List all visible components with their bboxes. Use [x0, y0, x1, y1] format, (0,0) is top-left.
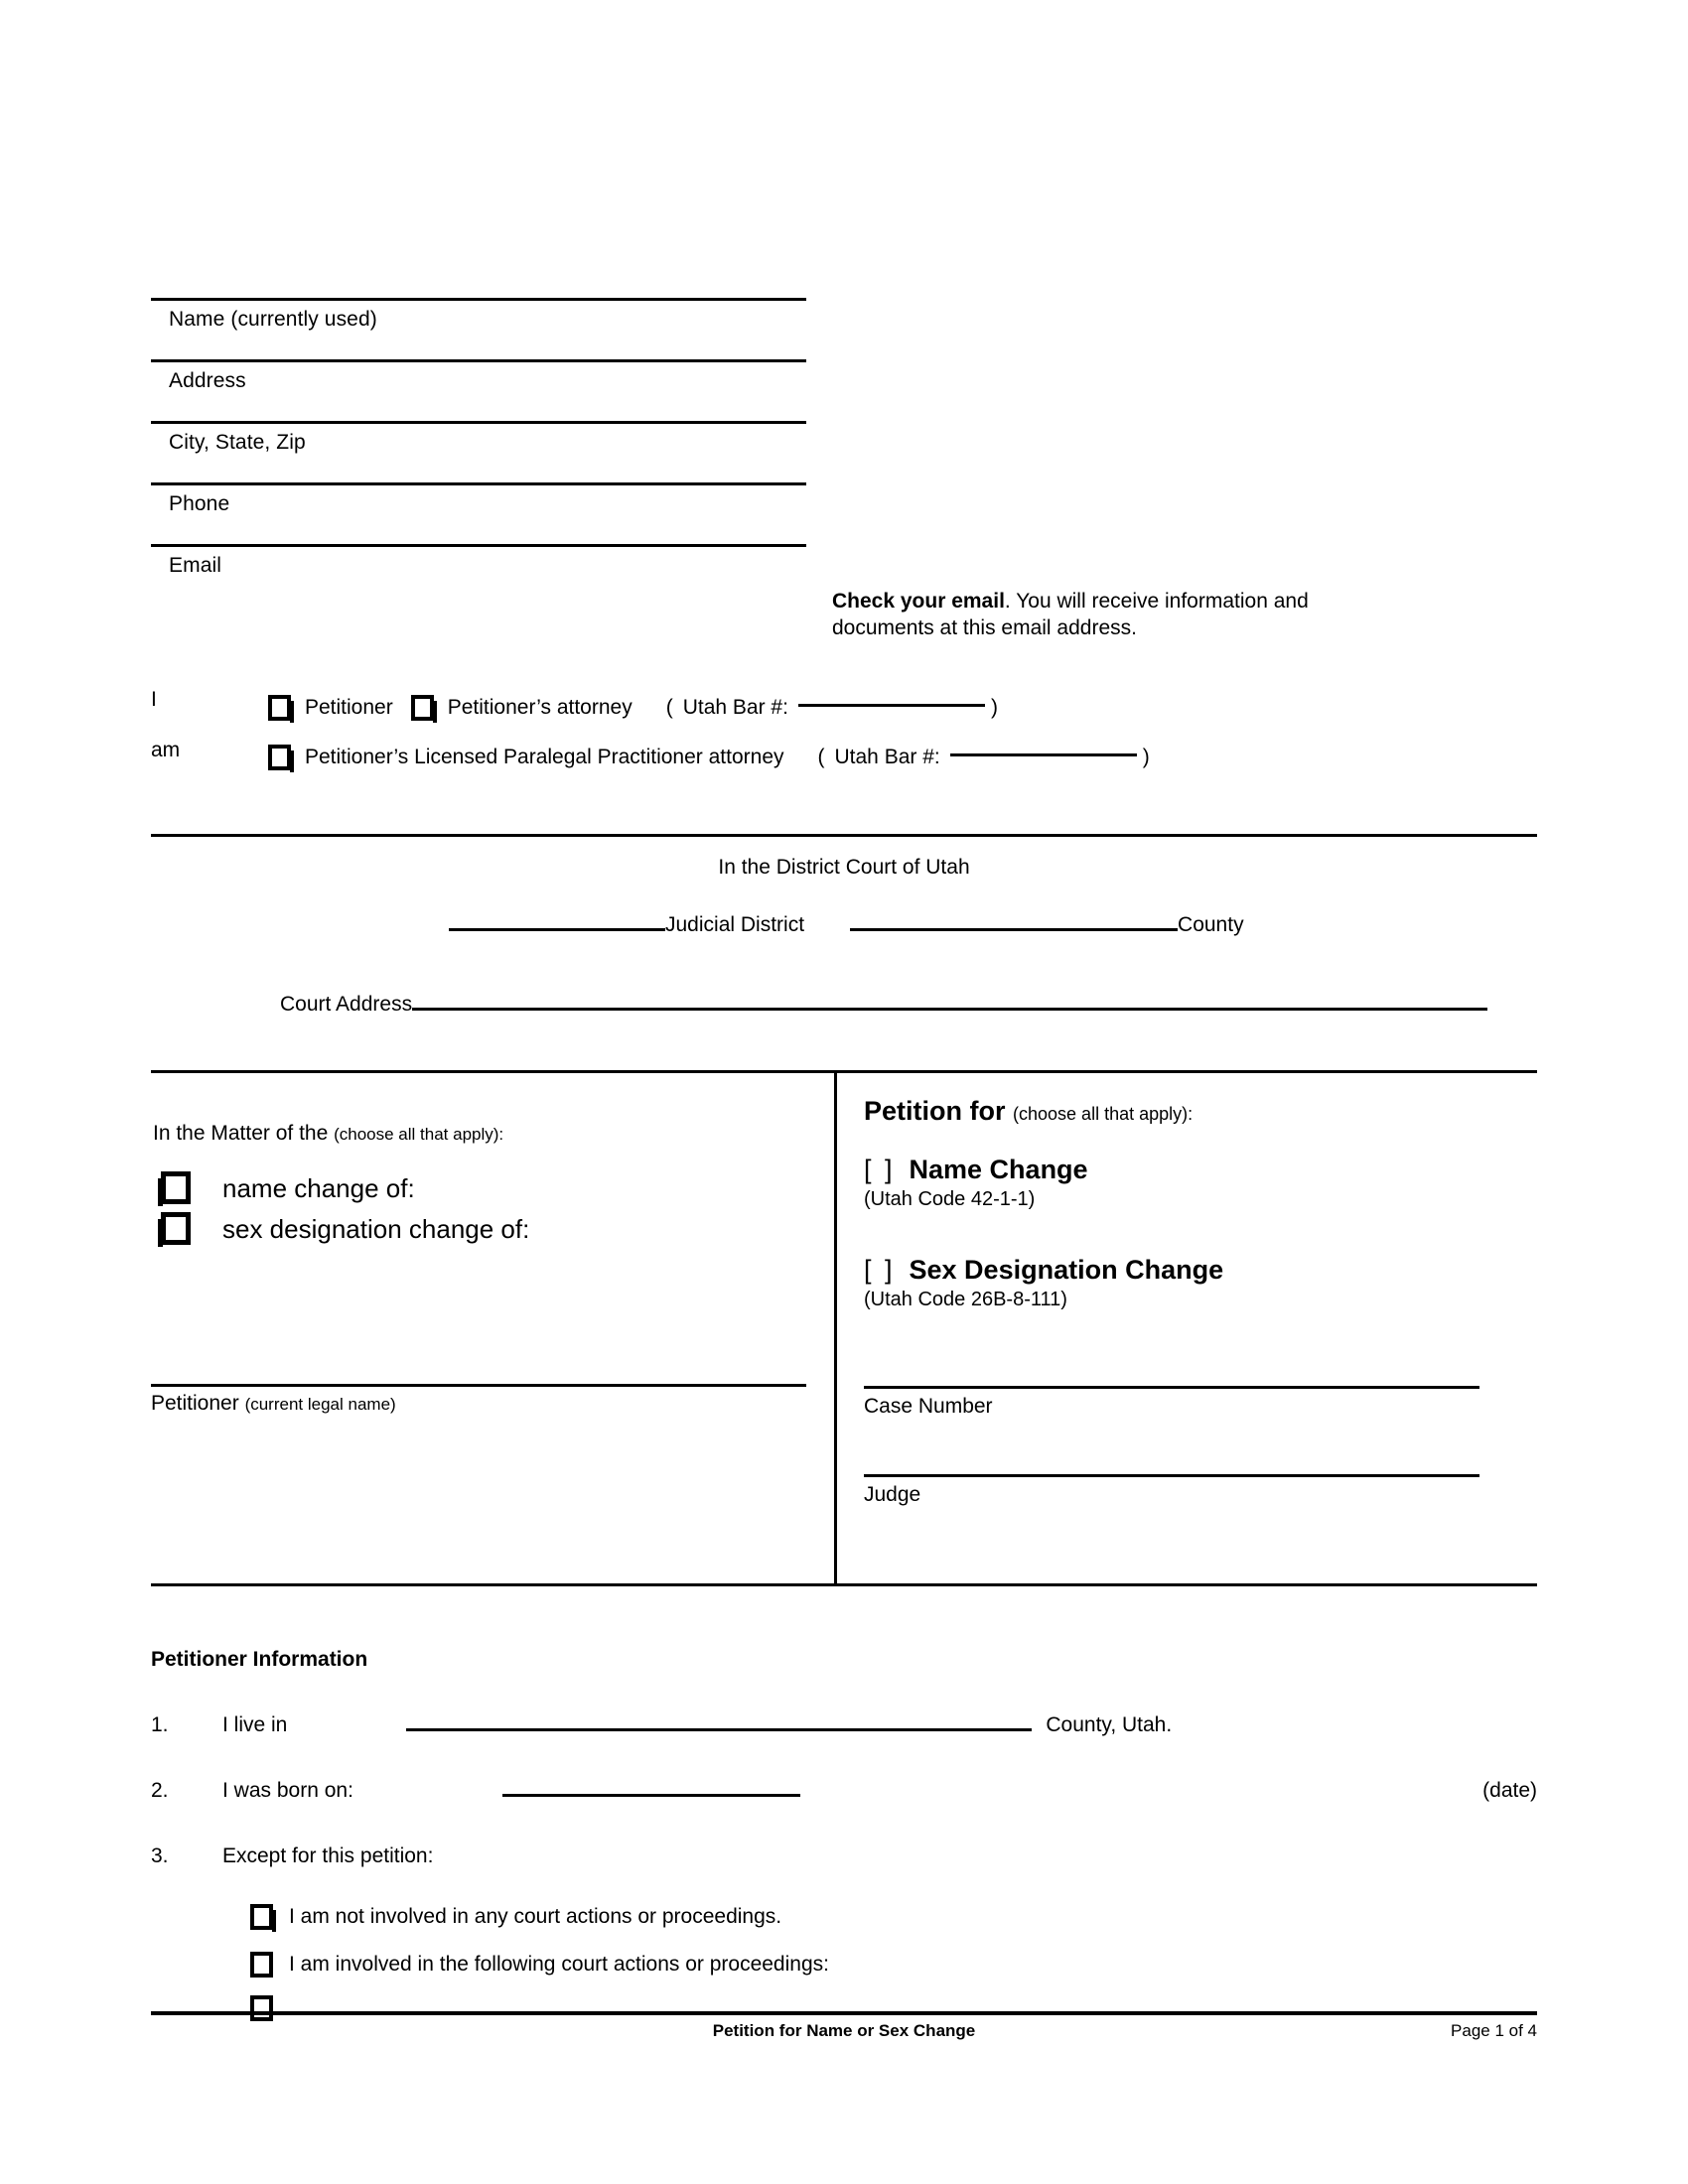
court-address-row [151, 993, 1537, 1017]
check-email-notice-text: . You will receive information and documents at this email address. [832, 590, 1309, 639]
petitioner-attorney-checkbox[interactable] [411, 695, 434, 721]
footer-page-number: Page 1 of 4 [1451, 2021, 1537, 2040]
email-field-row [151, 544, 1537, 578]
licensed-paralegal-practitioner-checkbox[interactable] [268, 745, 291, 770]
petition-for-note: (choose all that apply): [1013, 1104, 1194, 1124]
attorney-bar-number-input[interactable] [798, 704, 985, 707]
court-address-input[interactable] [412, 1008, 1487, 1011]
caption-right-panel [846, 1070, 1537, 1586]
attorney-paren-close: ) [990, 696, 998, 719]
sex-designation-change-checkbox[interactable] [161, 1212, 191, 1245]
item-2-number: 2. [151, 1779, 169, 1802]
petition-name-change-label: Name Change [909, 1155, 1088, 1184]
i-am-row-first [268, 687, 1541, 729]
petitioner-name-input[interactable] [151, 1384, 806, 1387]
petitioner-name-caption [151, 1392, 396, 1416]
name-field-label: Name (currently used) [169, 308, 377, 331]
phone-field-label: Phone [169, 492, 230, 515]
item-3-text: Except for this petition: [222, 1844, 434, 1867]
item-1 [151, 1713, 1537, 1737]
item-2 [151, 1779, 1537, 1803]
i-am-label [151, 687, 211, 762]
item-1-suffix: County, Utah. [1046, 1713, 1173, 1736]
i-am-row-second [268, 737, 1541, 778]
court-header-top-rule [151, 834, 1537, 837]
case-info-block [864, 1386, 1479, 1507]
not-involved-checkbox[interactable] [250, 1904, 273, 1930]
lpp-paren-open: ( [817, 746, 825, 768]
petitioner-information-heading: Petitioner Information [151, 1648, 368, 1671]
i-am-label-line2: am [151, 739, 181, 761]
in-the-matter-of-text: In the Matter of the [153, 1122, 329, 1145]
not-involved-label: I am not involved in any court actions or proceedings. [289, 1905, 782, 1928]
not-involved-option[interactable] [250, 1904, 781, 1930]
party-header-block [151, 298, 1537, 578]
lpp-bar-number-label: Utah Bar #: [834, 746, 940, 768]
item-1-county-input[interactable] [406, 1728, 1032, 1731]
petitioner-checkbox-label: Petitioner [305, 696, 393, 719]
attorney-paren-open: ( [665, 696, 673, 719]
check-email-notice [832, 588, 1388, 641]
name-change-choice[interactable] [161, 1171, 826, 1204]
attorney-bar-number-label: Utah Bar #: [682, 696, 788, 719]
judge-label: Judge [864, 1483, 921, 1506]
item-2-date-hint: (date) [1482, 1779, 1537, 1802]
item-1-text: I live in [222, 1713, 288, 1736]
petitioner-checkbox[interactable] [268, 695, 291, 721]
email-field-label: Email [169, 554, 222, 577]
item-3 [151, 1844, 1537, 1868]
petition-for-text: Petition for [864, 1096, 1006, 1126]
address-field-label: Address [169, 369, 246, 392]
city-state-zip-field-label: City, State, Zip [169, 431, 306, 454]
sex-designation-change-choice[interactable] [161, 1212, 826, 1245]
licensed-paralegal-practitioner-label: Petitioner’s Licensed Paralegal Practitioner attorney [305, 746, 784, 768]
third-option-checkbox[interactable] [250, 1995, 273, 2021]
item-2-text: I was born on: [222, 1779, 353, 1802]
lpp-paren-close: ) [1142, 746, 1150, 768]
check-email-notice-bold: Check your email [832, 590, 1005, 613]
involved-checkbox[interactable] [250, 1952, 273, 1978]
petition-sex-designation-option[interactable] [864, 1255, 1537, 1311]
item-2-birthdate-input[interactable] [502, 1794, 800, 1797]
petition-for-title [864, 1096, 1537, 1127]
petitioner-attorney-checkbox-label: Petitioner’s attorney [447, 696, 633, 719]
third-option-partial[interactable] [250, 1995, 289, 2021]
petition-sex-designation-bracket[interactable]: [ ] [864, 1255, 896, 1285]
i-am-label-line1: I [151, 688, 157, 711]
footer-title: Petition for Name or Sex Change [712, 2021, 976, 2040]
lpp-bar-number-input[interactable] [950, 753, 1137, 756]
phone-field-row [151, 482, 1537, 516]
judicial-district-input[interactable] [449, 928, 665, 931]
petitioner-caption-label: Petitioner [151, 1392, 239, 1415]
county-label: County [1178, 913, 1244, 936]
item-3-number: 3. [151, 1844, 169, 1867]
address-field-row [151, 359, 1537, 393]
petition-sex-designation-code: (Utah Code 26B-8-111) [864, 1289, 1067, 1310]
petition-name-change-bracket[interactable]: [ ] [864, 1155, 896, 1184]
item-1-number: 1. [151, 1713, 169, 1736]
petitioner-caption-note: (current legal name) [244, 1395, 396, 1414]
in-the-matter-of-note: (choose all that apply): [334, 1125, 504, 1144]
in-the-matter-of-line [153, 1122, 826, 1146]
petition-name-change-code: (Utah Code 42-1-1) [864, 1188, 1036, 1210]
judicial-district-label: Judicial District [665, 913, 805, 936]
name-field-row [151, 298, 1537, 332]
caption-divider [834, 1070, 837, 1586]
sex-designation-change-choice-label: sex designation change of: [222, 1213, 530, 1244]
name-change-checkbox[interactable] [161, 1171, 191, 1204]
case-number-label: Case Number [864, 1395, 993, 1418]
court-address-label: Court Address [280, 993, 413, 1016]
petition-name-change-option[interactable] [864, 1155, 1537, 1211]
name-change-choice-label: name change of: [222, 1172, 415, 1203]
county-input[interactable] [850, 928, 1178, 931]
petition-sex-designation-label: Sex Designation Change [909, 1255, 1224, 1285]
caption-left-panel [151, 1070, 826, 1586]
footer-rule [151, 2011, 1537, 2015]
involved-label: I am involved in the following court actions or proceedings: [289, 1953, 829, 1976]
i-am-block [151, 687, 1541, 778]
involved-option[interactable] [250, 1952, 829, 1978]
court-title: In the District Court of Utah [718, 856, 970, 879]
judicial-district-row [151, 913, 1537, 937]
caption-box [151, 1070, 1537, 1586]
city-state-zip-field-row [151, 421, 1537, 455]
